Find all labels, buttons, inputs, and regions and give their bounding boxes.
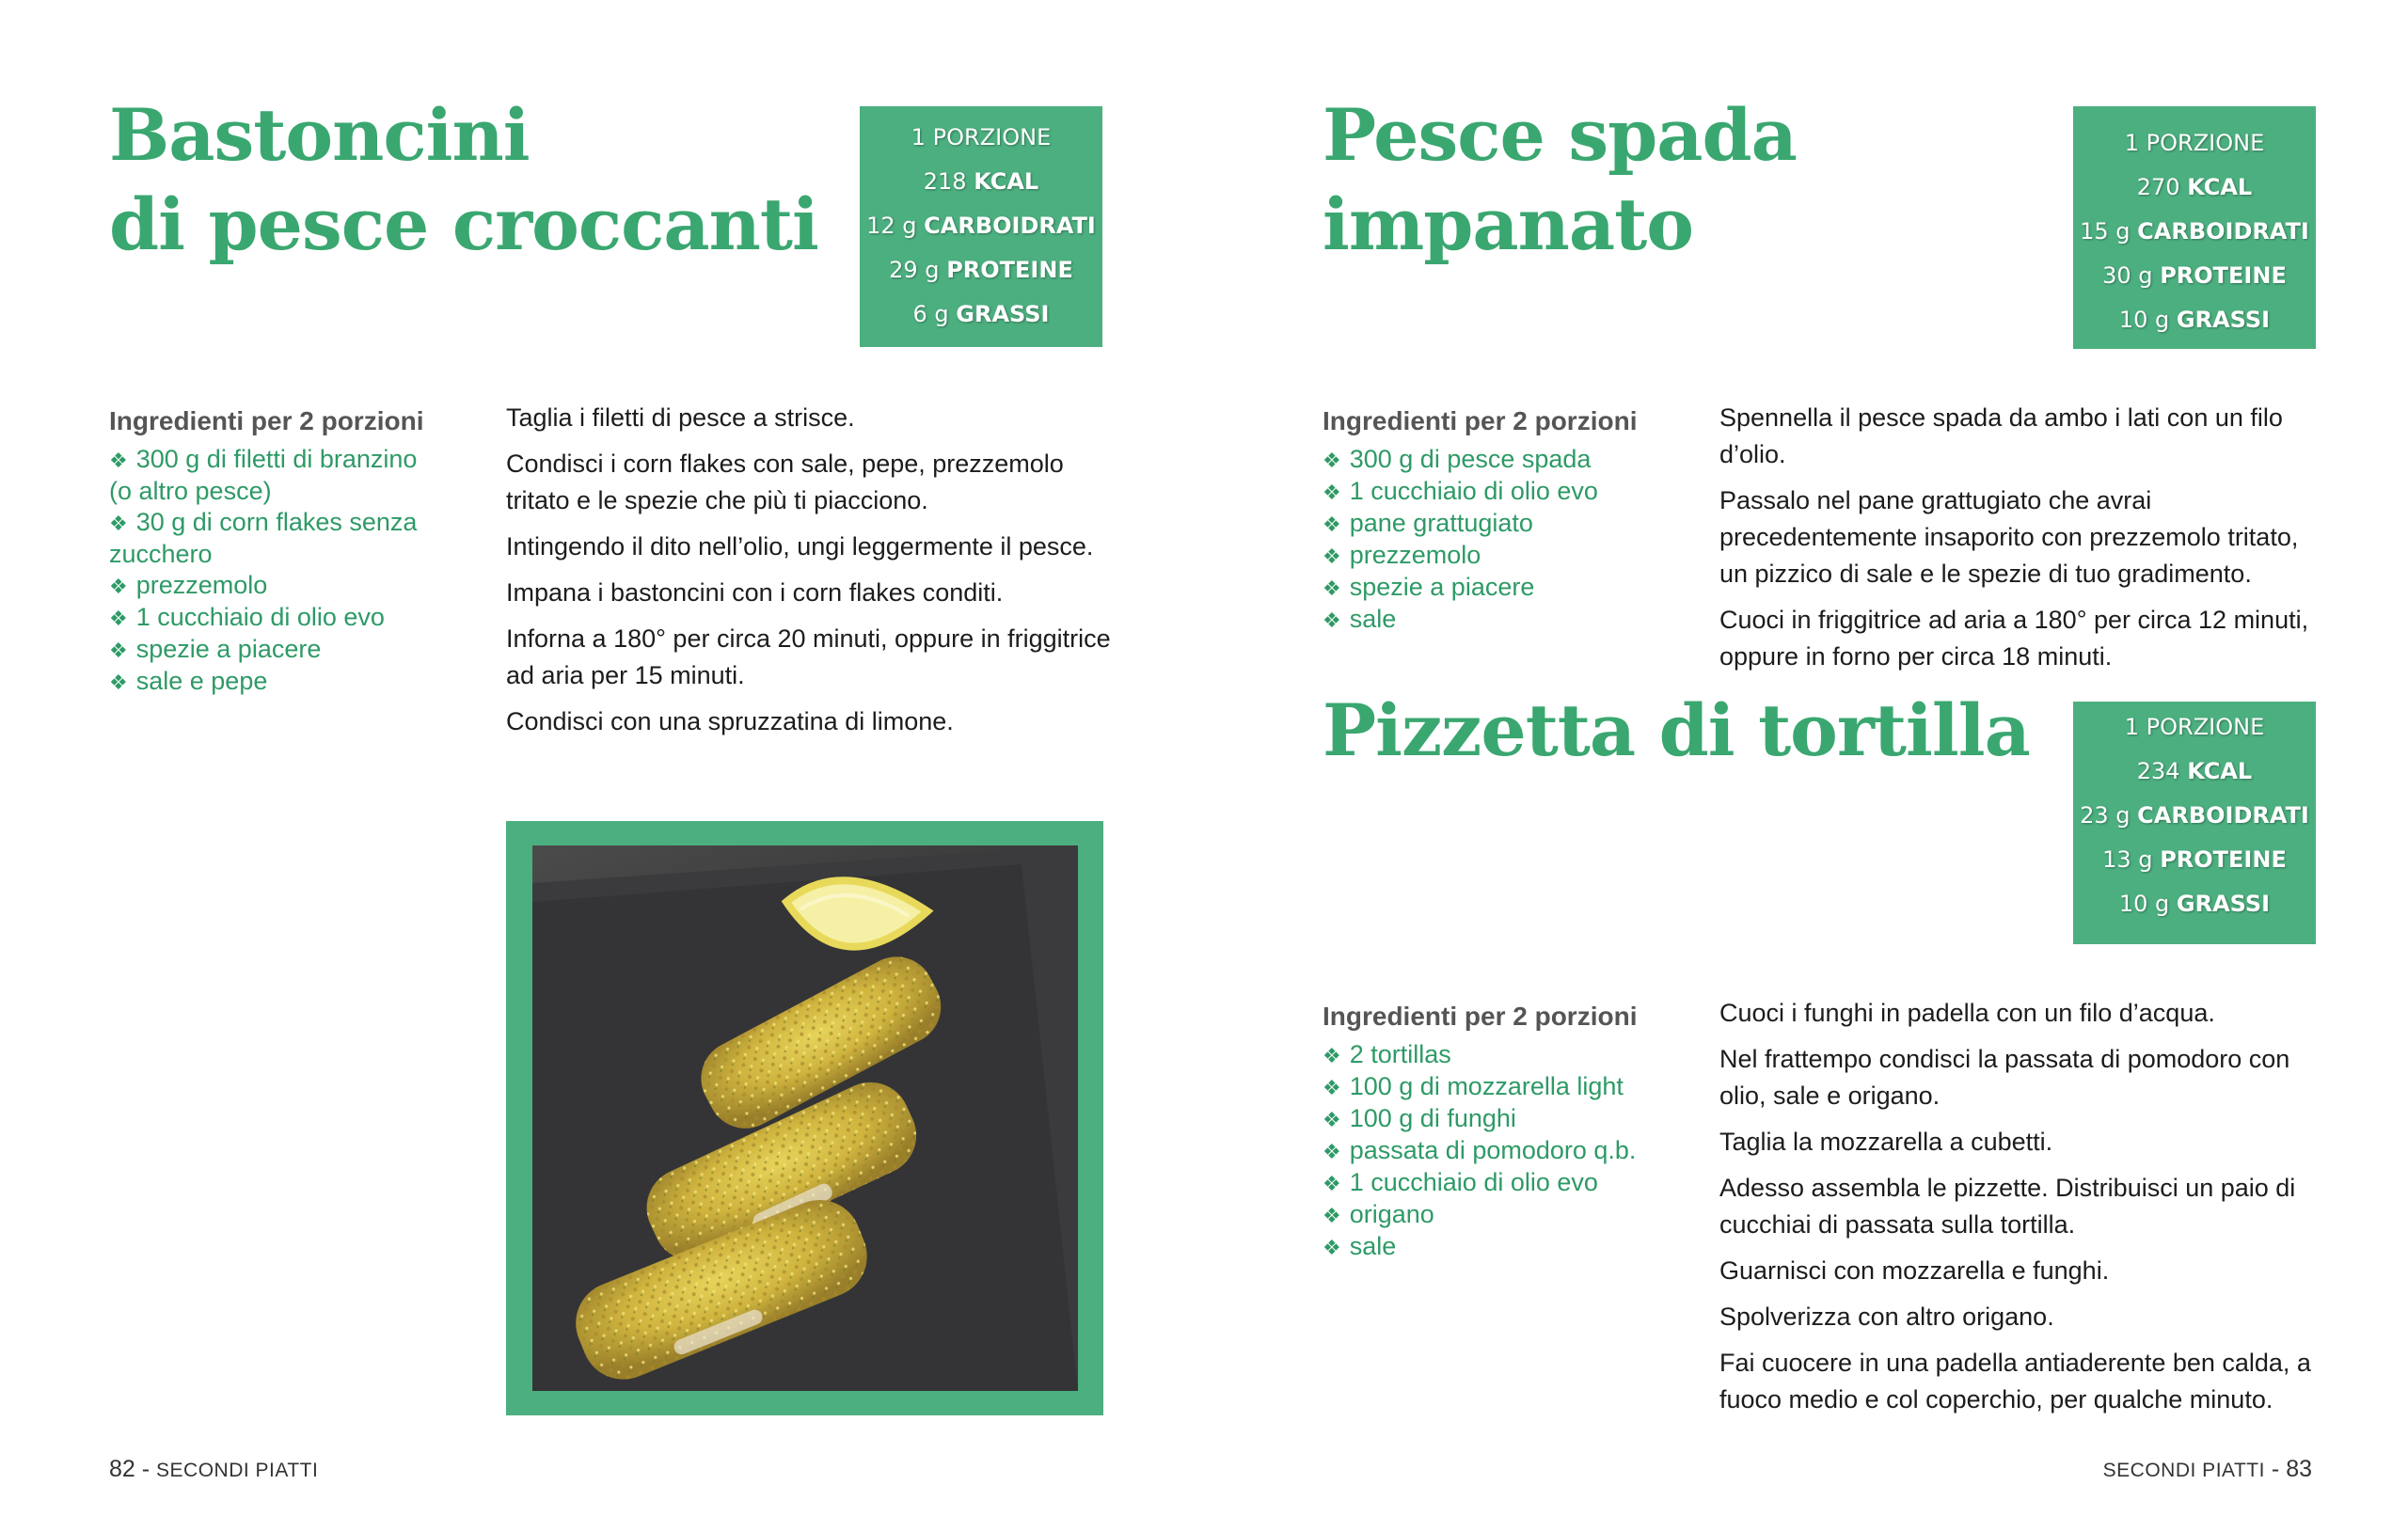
ingredient-item <box>1323 508 1661 540</box>
nutrition-portion: 1 PORZIONE <box>2124 130 2265 156</box>
ingredient-text: sale <box>1349 1232 1397 1260</box>
nutrition-unit: CARBOIDRATI <box>924 213 1096 239</box>
nutrition-unit: PROTEINE <box>946 257 1073 283</box>
ingredient-text: (o altro pesce) <box>109 477 272 505</box>
nutrition-fat <box>2073 298 2316 342</box>
page-number: 83 <box>2286 1456 2312 1482</box>
ingredient-text: prezzemolo <box>135 571 268 599</box>
recipe-step: Cuoci i funghi in padella con un filo d’acqua. <box>1719 999 2215 1027</box>
ingredient-item <box>109 539 448 570</box>
ingredients-section <box>109 403 448 698</box>
ingredient-item <box>1323 1039 1661 1071</box>
section-name: SECONDI PIATTI <box>156 1460 319 1481</box>
recipe-step: Spolverizza con altro origano. <box>1719 1303 2054 1331</box>
nutrition-value: 13 g <box>2102 846 2153 873</box>
crispy-fish-sticks-photo <box>532 845 1078 1391</box>
ingredient-item <box>109 570 448 602</box>
nutrition-value: 30 g <box>2102 262 2153 289</box>
recipe-step: Impana i bastoncini con i corn flakes conditi. <box>506 578 1004 607</box>
nutrition-value: 234 <box>2136 758 2180 784</box>
nutrition-fat <box>860 292 1102 337</box>
ingredient-text: prezzemolo <box>1349 541 1481 569</box>
ingredient-text: sale <box>1349 605 1397 633</box>
recipe-step: Passalo nel pane grattugiato che avrai precedentemente insaporito con prezzemolo tritato, un pizzico di sale e le spezie di tuo gradimento. <box>1719 486 2299 588</box>
diamond-bullet-icon: ❖ <box>1323 1172 1341 1195</box>
recipe-step: Adesso assembla le pizzette. Distribuisci un paio di cucchiai di passata sulla tortilla. <box>1719 1174 2296 1239</box>
nutrition-unit: GRASSI <box>2176 307 2271 333</box>
ingredient-item <box>109 476 448 507</box>
recipe-title-line: impanato <box>1323 182 1693 266</box>
recipe-title-line: Bastoncini <box>109 93 530 177</box>
nutrition-value: 15 g <box>2080 218 2131 245</box>
nutrition-value: 218 <box>923 168 967 195</box>
diamond-bullet-icon: ❖ <box>1323 1108 1341 1131</box>
diamond-bullet-icon: ❖ <box>109 607 128 630</box>
recipe-step: Fai cuocere in una padella antiaderente ben calda, a fuoco medio e col coperchio, per qualche minuto. <box>1719 1349 2311 1414</box>
page-footer-left <box>109 1456 318 1483</box>
recipe-title-line: Pesce spada <box>1323 93 1797 177</box>
ingredient-item <box>109 634 448 666</box>
nutrition-unit: GRASSI <box>2176 891 2271 917</box>
nutrition-fat <box>2073 882 2316 926</box>
ingredient-text: 300 g di pesce spada <box>1349 445 1592 473</box>
recipe-steps <box>1719 400 2331 685</box>
ingredient-item <box>1323 444 1661 476</box>
ingredient-item <box>1323 476 1661 508</box>
page-number: 82 <box>109 1456 135 1482</box>
diamond-bullet-icon: ❖ <box>1323 1204 1341 1227</box>
ingredient-text: 100 g di funghi <box>1349 1104 1516 1132</box>
recipe-step: Spennella il pesce spada da ambo i lati con un filo d’olio. <box>1719 403 2283 468</box>
nutrition-unit: KCAL <box>2187 174 2253 200</box>
nutrition-value: 29 g <box>889 257 940 283</box>
ingredient-item <box>1323 1231 1661 1263</box>
page-footer-right <box>2103 1456 2312 1483</box>
nutrition-unit: GRASSI <box>956 301 1050 327</box>
recipe-title-line: di pesce croccanti <box>109 182 818 266</box>
nutrition-unit: KCAL <box>2187 758 2253 784</box>
recipe-step: Guarnisci con mozzarella e funghi. <box>1719 1256 2110 1285</box>
nutrition-unit: CARBOIDRATI <box>2137 802 2309 829</box>
recipe-step: Taglia i filetti di pesce a strisce. <box>506 403 855 432</box>
nutrition-value: 12 g <box>866 213 917 239</box>
diamond-bullet-icon: ❖ <box>109 671 128 694</box>
diamond-bullet-icon: ❖ <box>109 449 128 472</box>
ingredient-text: 300 g di filetti di branzino <box>135 445 418 473</box>
ingredient-item <box>1323 1167 1661 1199</box>
ingredient-item <box>1323 604 1661 636</box>
nutrition-portion: 1 PORZIONE <box>911 124 1052 150</box>
recipe-step: Taglia la mozzarella a cubetti. <box>1719 1128 2053 1156</box>
nutrition-value: 6 g <box>912 301 949 327</box>
ingredient-item <box>109 507 448 539</box>
ingredient-text: 1 cucchiaio di olio evo <box>1349 477 1598 505</box>
ingredient-text: spezie a piacere <box>135 635 322 663</box>
recipe-title <box>1323 686 2037 775</box>
ingredient-item <box>109 602 448 634</box>
recipe-step: Condisci i corn flakes con sale, pepe, prezzemolo tritato e le spezie che più ti piacciono. <box>506 450 1064 514</box>
nutrition-box <box>2073 106 2316 349</box>
ingredient-text: zucchero <box>109 540 213 568</box>
ingredient-text: 100 g di mozzarella light <box>1349 1072 1624 1100</box>
nutrition-unit: CARBOIDRATI <box>2137 218 2309 245</box>
diamond-bullet-icon: ❖ <box>1323 1076 1341 1099</box>
diamond-bullet-icon: ❖ <box>1323 449 1341 472</box>
ingredient-text: sale e pepe <box>135 667 268 695</box>
diamond-bullet-icon: ❖ <box>109 512 128 535</box>
nutrition-protein <box>2073 838 2316 882</box>
diamond-bullet-icon: ❖ <box>1323 576 1341 600</box>
recipe-step: Intingendo il dito nell’olio, ungi leggermente il pesce. <box>506 532 1094 561</box>
nutrition-box <box>860 106 1102 347</box>
ingredient-item <box>109 444 448 476</box>
nutrition-value: 270 <box>2136 174 2180 200</box>
ingredient-text: 30 g di corn flakes senza <box>135 508 418 536</box>
ingredients-section <box>1323 998 1661 1263</box>
diamond-bullet-icon: ❖ <box>1323 1044 1341 1067</box>
ingredient-item <box>1323 1071 1661 1103</box>
diamond-bullet-icon: ❖ <box>1323 481 1341 504</box>
diamond-bullet-icon: ❖ <box>1323 1140 1341 1163</box>
nutrition-kcal <box>2073 166 2316 210</box>
recipe-step: Nel frattempo condisci la passata di pomodoro con olio, sale e origano. <box>1719 1045 2290 1110</box>
recipe-title <box>1323 90 2037 269</box>
recipe-title-line: Pizzetta di tortilla <box>1323 688 2030 772</box>
recipe-title <box>109 90 824 269</box>
ingredient-item <box>109 666 448 698</box>
diamond-bullet-icon: ❖ <box>109 639 128 662</box>
ingredient-text: origano <box>1349 1200 1434 1228</box>
recipe-step: Cuoci in friggitrice ad aria a 180° per circa 12 minuti, oppure in forno per circa 18 minuti. <box>1719 606 2309 671</box>
nutrition-carbs <box>2073 794 2316 838</box>
ingredient-item <box>1323 1135 1661 1167</box>
nutrition-unit: KCAL <box>974 168 1039 195</box>
nutrition-value: 10 g <box>2118 307 2170 333</box>
recipe-step: Condisci con una spruzzatina di limone. <box>506 707 954 735</box>
ingredient-text: spezie a piacere <box>1349 573 1535 601</box>
nutrition-carbs <box>2073 210 2316 254</box>
diamond-bullet-icon: ❖ <box>109 575 128 598</box>
diamond-bullet-icon: ❖ <box>1323 513 1341 536</box>
recipe-step: Inforna a 180° per circa 20 minuti, oppure in friggitrice ad aria per 15 minuti. <box>506 624 1111 689</box>
ingredients-list <box>1323 444 1661 636</box>
diamond-bullet-icon: ❖ <box>1323 1236 1341 1259</box>
nutrition-protein <box>2073 254 2316 298</box>
recipe-steps <box>506 400 1117 750</box>
ingredients-list <box>109 444 448 698</box>
diamond-bullet-icon: ❖ <box>1323 545 1341 568</box>
section-name: SECONDI PIATTI <box>2102 1460 2265 1481</box>
nutrition-unit: PROTEINE <box>2160 262 2287 289</box>
nutrition-value: 10 g <box>2118 891 2170 917</box>
nutrition-value: 23 g <box>2080 802 2131 829</box>
ingredient-text: pane grattugiato <box>1349 509 1533 537</box>
diamond-bullet-icon: ❖ <box>1323 608 1341 632</box>
ingredients-heading: Ingredienti per 2 porzioni <box>1323 406 1638 435</box>
ingredient-item <box>1323 572 1661 604</box>
ingredient-item <box>1323 1103 1661 1135</box>
nutrition-kcal <box>860 160 1102 204</box>
ingredient-text: 1 cucchiaio di olio evo <box>1349 1168 1598 1196</box>
ingredients-section <box>1323 403 1661 636</box>
footer-separator: - <box>135 1456 157 1482</box>
ingredient-text: 2 tortillas <box>1349 1040 1451 1068</box>
ingredients-heading: Ingredienti per 2 porzioni <box>109 406 424 435</box>
nutrition-kcal <box>2073 750 2316 794</box>
fish-sticks-illustration <box>532 845 1078 1391</box>
ingredients-heading: Ingredienti per 2 porzioni <box>1323 1002 1638 1031</box>
ingredient-text: 1 cucchiaio di olio evo <box>135 603 385 631</box>
ingredient-item <box>1323 1199 1661 1231</box>
recipe-steps <box>1719 995 2331 1428</box>
footer-separator: - <box>2264 1456 2287 1482</box>
photo-frame <box>506 821 1103 1415</box>
nutrition-carbs <box>860 204 1102 248</box>
ingredients-list <box>1323 1039 1661 1263</box>
ingredient-item <box>1323 540 1661 572</box>
nutrition-box <box>2073 702 2316 944</box>
ingredient-text: passata di pomodoro q.b. <box>1349 1136 1637 1164</box>
nutrition-portion: 1 PORZIONE <box>2124 714 2265 740</box>
nutrition-protein <box>860 248 1102 292</box>
nutrition-unit: PROTEINE <box>2160 846 2287 873</box>
